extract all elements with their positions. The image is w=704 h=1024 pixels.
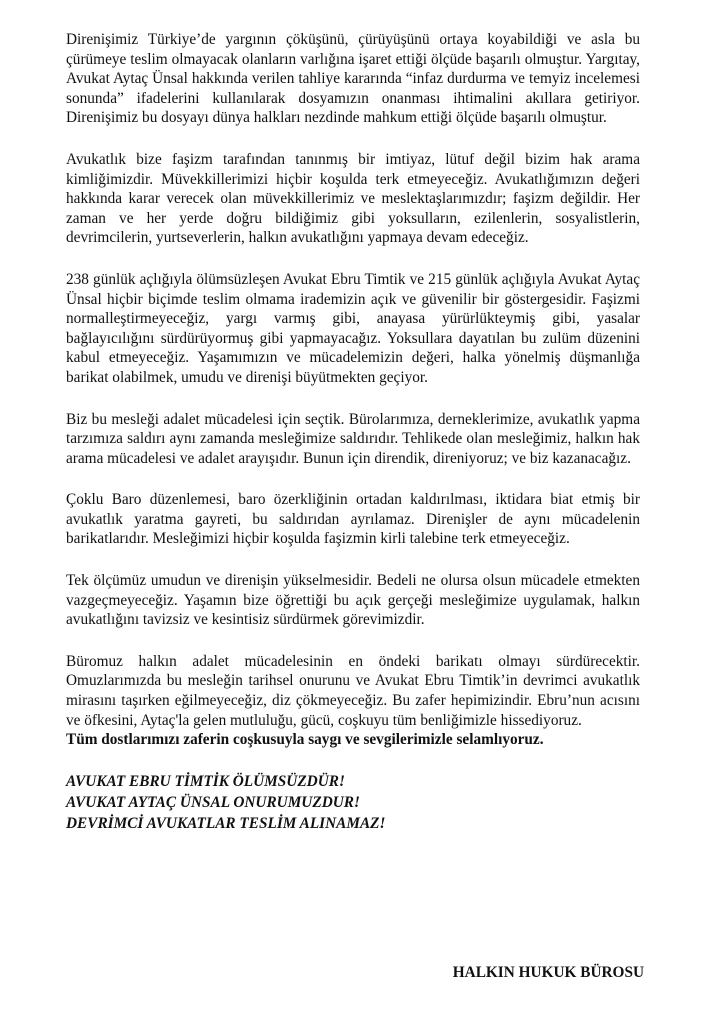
paragraph-hope-measure: Tek ölçümüz umudun ve direnişin yükselmesidir. Bedeli ne olursa olsun mücadele etmekten vazgeçmeyeceğiz. Yaşamın bize öğrettiği bu açık gerçeği mesleğimize uygulamak, halkın avukatlığını tavizsiz ve kesintisiz sürdürmek görevimizdir. — [66, 572, 640, 629]
paragraph-advocacy-identity: Avukatlık bize faşizm tarafından tanınmış bir imtiyaz, lütuf değil bizim hak arama kimliğimizdir. Müvekkillerimizi hiçbir koşulda terk etmeyeceğiz. Avukatlığımızın değeri hakkında karar verecek olan müvekkillerimiz ve meslektaşlarımızdır; faşizm değildir. Her zaman ve her yerde doğru bildiğimiz gibi yoksulların, ezilenlerin, sosyalistlerin, devrimcilerin, yurtseverlerin, halkın avukatlığını yapmaya devam edeceğiz. — [66, 150, 640, 247]
paragraph-bar-regulation: Çoklu Baro düzenlemesi, baro özerkliğinin ortadan kaldırılması, iktidara biat etmiş bir avukatlık yaratma gayreti, bu saldırıdan ayrılamaz. Direnişler de aynı mücadelenin barikatlarıdır. Mesleğimizi hiçbir koşulda faşizmin kirli talebine terk etmeyeceğiz. — [66, 491, 640, 548]
slogan-line: AVUKAT EBRU TİMTİK ÖLÜMSÜZDÜR! — [66, 772, 345, 790]
paragraph-profession-choice: Biz bu mesleği adalet mücadelesi için seçtik. Bürolarımıza, derneklerimize, avukatlık yapma tarzımıza saldırı aynı zamanda mesleğimize saldırıdır. Tehlikede olan mesleğimiz, halkın hak arama mücadelesi ve adalet arayışıdır. Bunun için direndik, direniyoruz; ve biz kazanacağız. — [66, 410, 640, 467]
paragraph-office-barricade: Büromuz halkın adalet mücadelesinin en öndeki barikatı olmayı sürdürecektir. Omuzlarımızda bu mesleğin tarihsel onurunu ve Avukat Ebru Timtik’in devrimci avukatlık mirasını taşırken eğilmeyeceğiz, diz çökmeyeceğiz. Bu zafer hepimizindir. Ebru’nun acısını ve öfkesini, Aytaç'la gelen mutluluğu, gücü, coşkuyu tüm benliğimizle hissediyoruz. — [66, 652, 640, 729]
paragraph-hunger-strike: 238 günlük açlığıyla ölümsüzleşen Avukat Ebru Timtik ve 215 günlük açlığıyla Avukat Aytaç Ünsal hiçbir biçimde teslim olmama irademizin açık ve güvenilir bir göstergesidir. Faşizmi normalleştirmeyeceğiz, yargı varmış gibi, anayasa yürürlükteymiş gibi, yasalar bağlayıcılığını sürdürüyormuş gibi yapmayacağız. Yoksullara dayatılan bu zulüm düzenini kabul etmeyeceğiz. Yaşamımızın ve mücadelemizin değeri, halka yönelmiş düşmanlığa barikat olabilmek, umudu ve direnişi büyütmekten geçiyor. — [66, 270, 640, 386]
slogan-line: DEVRİMCİ AVUKATLAR TESLİM ALINAMAZ! — [66, 814, 386, 832]
slogan-list — [66, 771, 640, 834]
signature: HALKIN HUKUK BÜROSU — [452, 964, 644, 981]
slogan-line: AVUKAT AYTAÇ ÜNSAL ONURUMUZDUR! — [66, 793, 360, 811]
statement-document — [66, 30, 640, 834]
paragraph-resistance-success: Direnişimiz Türkiye’de yargının çöküşünü, çürüyüşünü ortaya koyabildiği ve asla bu çürümeye teslim olmayacak olanların varlığına işaret ettiği ölçüde başarılı olmuştur. Yargıtay, Avukat Aytaç Ünsal hakkında verilen tahliye kararında “infaz durdurma ve temyiz incelemesi sonunda” ifadelerini kullanılarak dosyamızın onanması ihtimalini akıllara getiriyor. Direnişimiz bu dosyayı dünya halkları nezdinde mahkum ettiği ölçüde başarılı olmuştur. — [66, 31, 640, 127]
closing-greeting: Tüm dostlarımızı zaferin coşkusuyla saygı ve sevgilerimizle selamlıyoruz. — [66, 731, 544, 749]
